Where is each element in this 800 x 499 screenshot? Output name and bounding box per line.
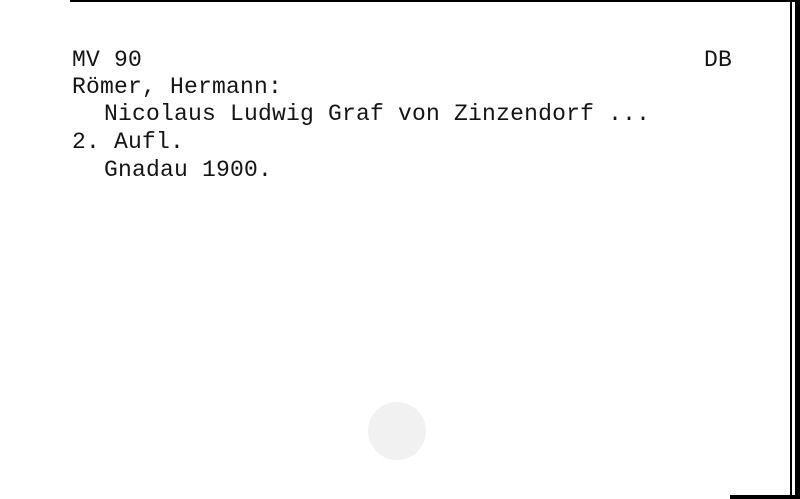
imprint: Gnadau 1900. [104,157,273,183]
author: Römer, Hermann: [72,74,283,100]
scan-border-right [795,0,800,499]
scan-border-bottom [730,495,800,499]
title: Nicolaus Ludwig Graf von Zinzendorf ... [104,101,651,127]
location-code: DB [704,47,733,73]
edition: 2. Aufl. [72,129,185,155]
punch-hole [368,402,426,460]
scan-border-right-inner [790,0,792,499]
scan-border-top [70,0,800,2]
call-number: MV 90 [72,47,143,73]
